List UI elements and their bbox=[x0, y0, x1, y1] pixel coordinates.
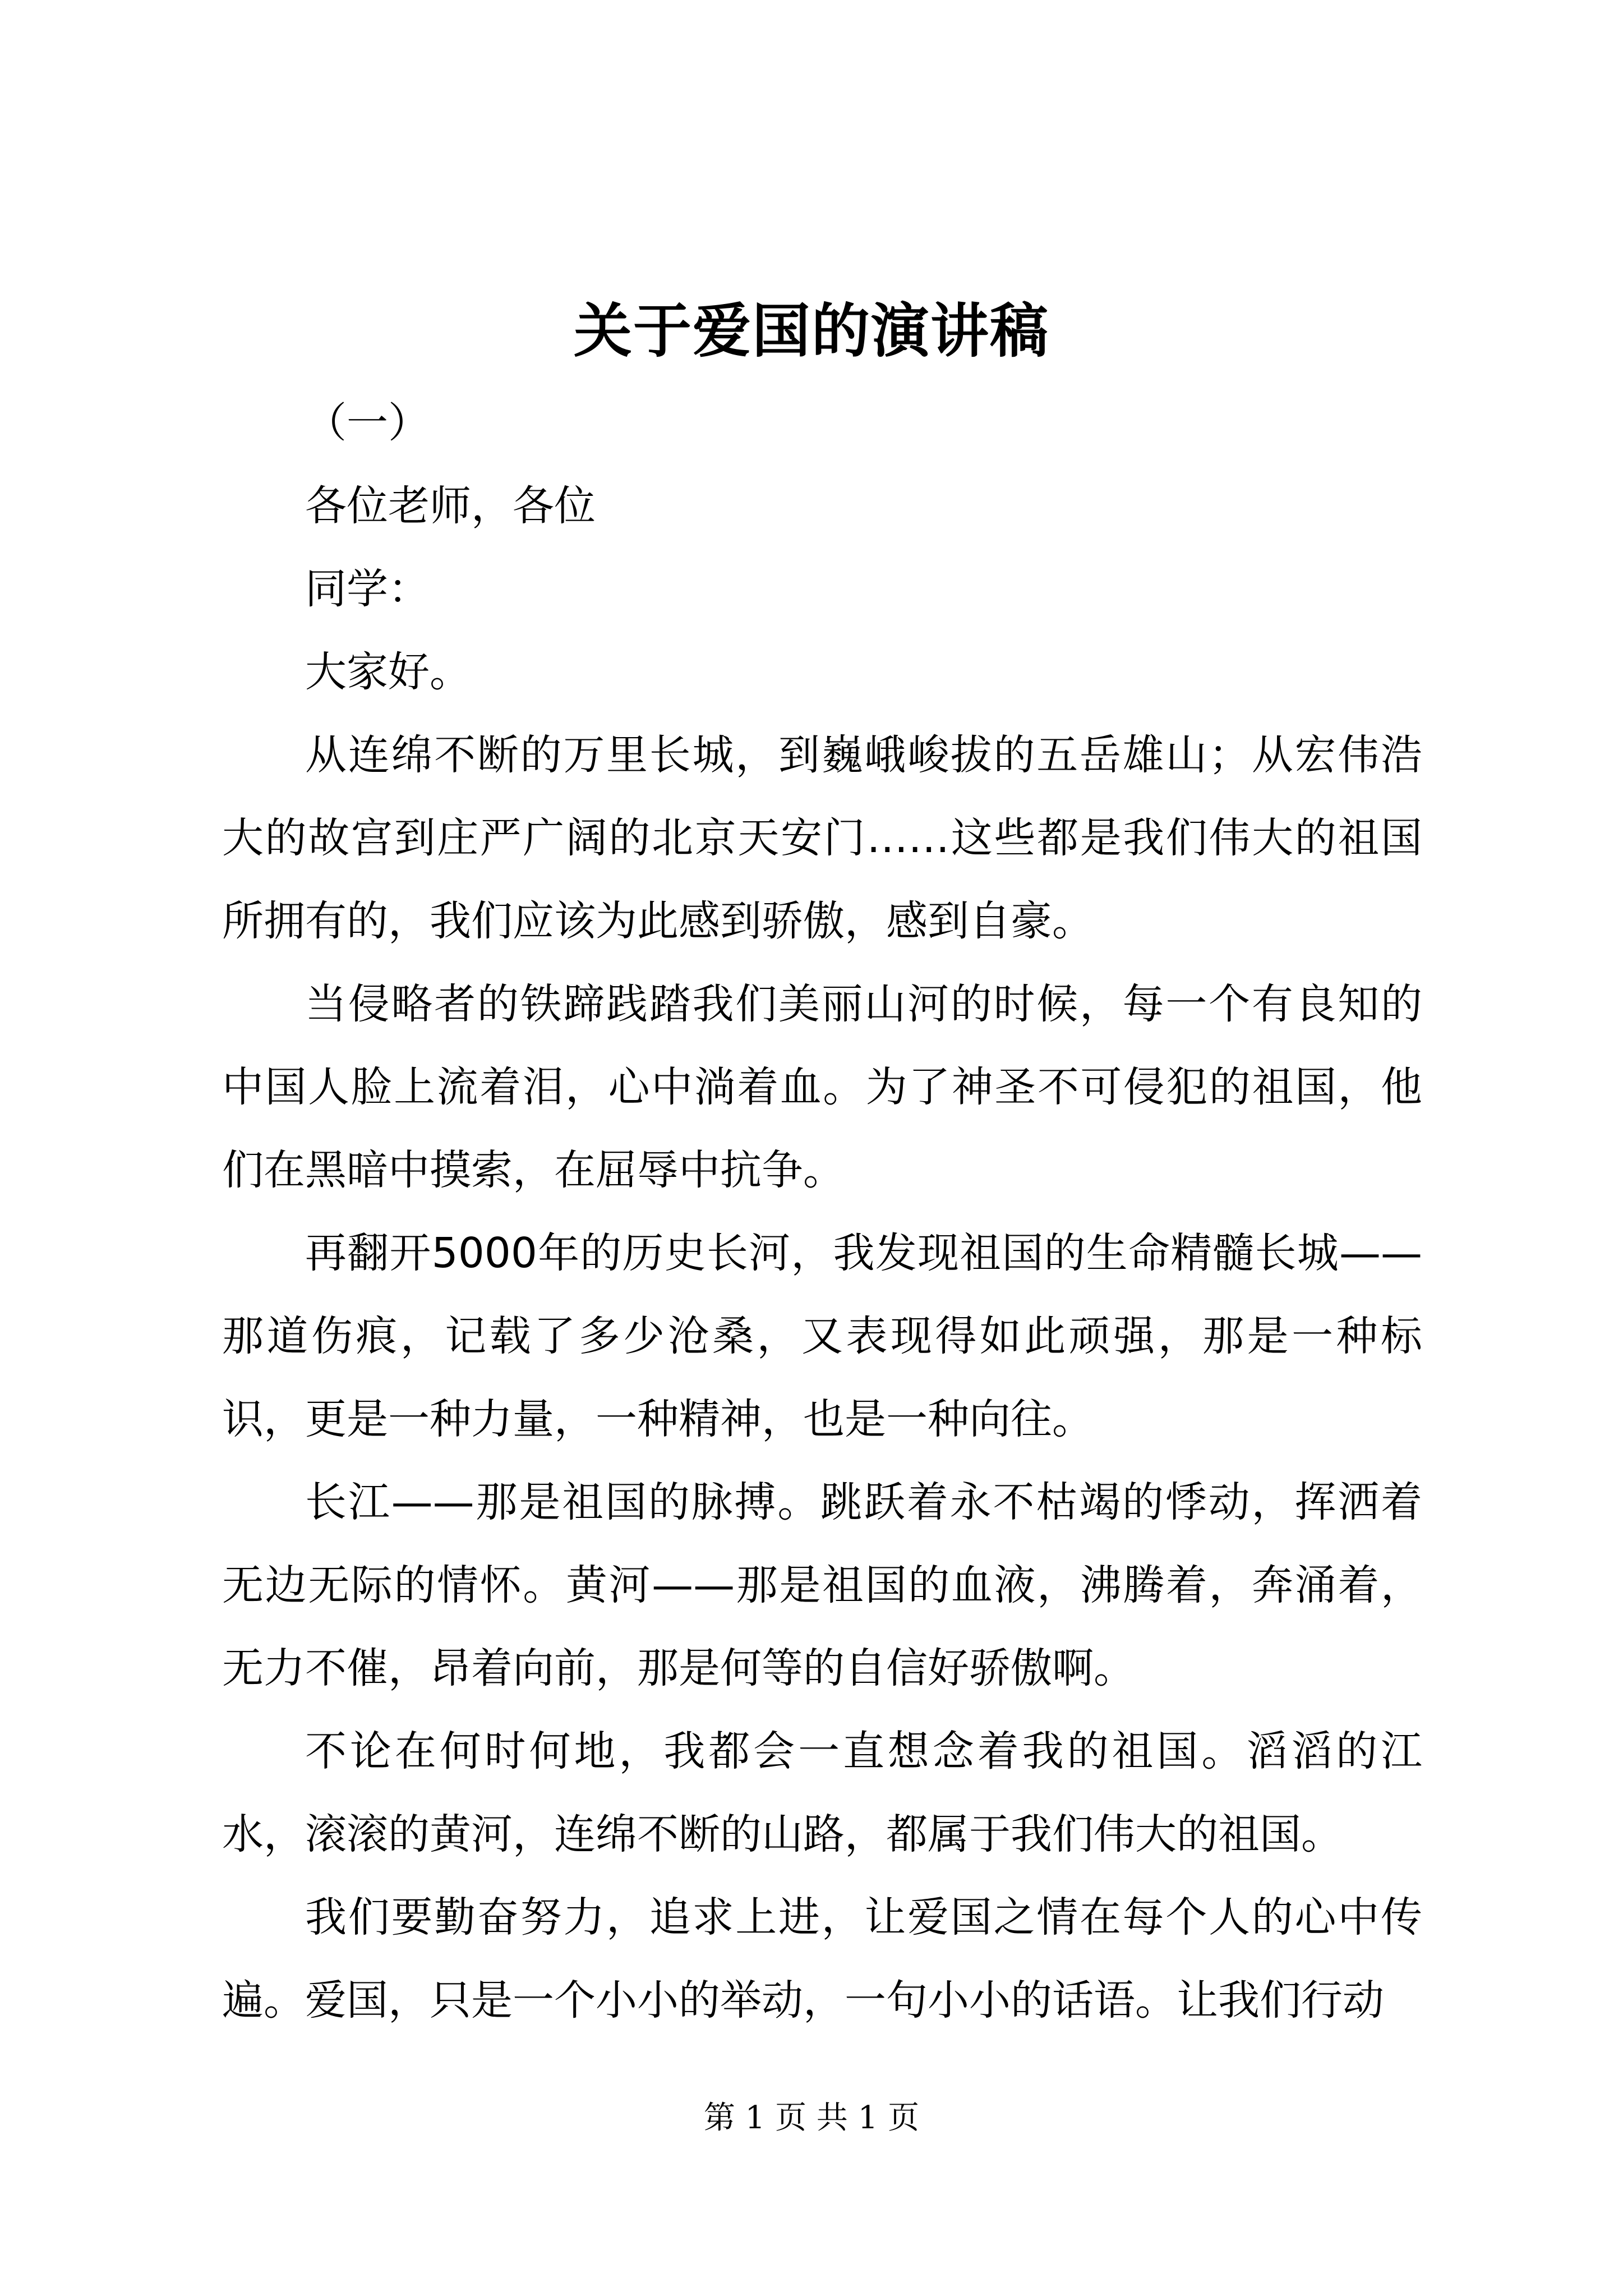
page-footer: 第 1 页 共 1 页 bbox=[703, 2100, 920, 2136]
document-title: 关于爱国的演讲稿 bbox=[573, 296, 1049, 365]
salutation-line-1: 各位老师，各位 bbox=[305, 482, 596, 530]
document-body bbox=[222, 381, 1422, 2042]
salutation-line-2: 同学： bbox=[305, 565, 430, 613]
paragraph: 我们要勤奋努力，追求上进，让爱国之情在每个人的心中传遍。爱国，只是一个小小的举动，一句小小的话语。让我们行动 bbox=[222, 1893, 1422, 2024]
paragraph: 再翻开5000年的历史长河，我发现祖国的生命精髓长城——那道伤痕，记载了多少沧桑，又表现得如此顽强，那是一种标识，更是一种力量，一种精神，也是一种向往。 bbox=[222, 1229, 1422, 1443]
section-number: （一） bbox=[305, 399, 430, 447]
paragraph: 当侵略者的铁蹄践踏我们美丽山河的时候，每一个有良知的中国人脸上流着泪，心中淌着血。为了神圣不可侵犯的祖国，他们在黑暗中摸索，在屈辱中抗争。 bbox=[222, 980, 1422, 1194]
greeting: 大家好。 bbox=[305, 648, 471, 696]
paragraph: 从连绵不断的万里长城，到巍峨峻拔的五岳雄山；从宏伟浩大的故宫到庄严广阔的北京天安门……这些都是我们伟大的祖国所拥有的，我们应该为此感到骄傲，感到自豪。 bbox=[222, 731, 1422, 945]
paragraph: 长江——那是祖国的脉搏。跳跃着永不枯竭的悸动，挥洒着无边无际的情怀。黄河——那是祖国的血液，沸腾着，奔涌着，无力不催，昂着向前，那是何等的自信好骄傲啊。 bbox=[222, 1478, 1422, 1692]
paragraph: 不论在何时何地，我都会一直想念着我的祖国。滔滔的江水，滚滚的黄河，连绵不断的山路，都属于我们伟大的祖国。 bbox=[222, 1727, 1422, 1858]
